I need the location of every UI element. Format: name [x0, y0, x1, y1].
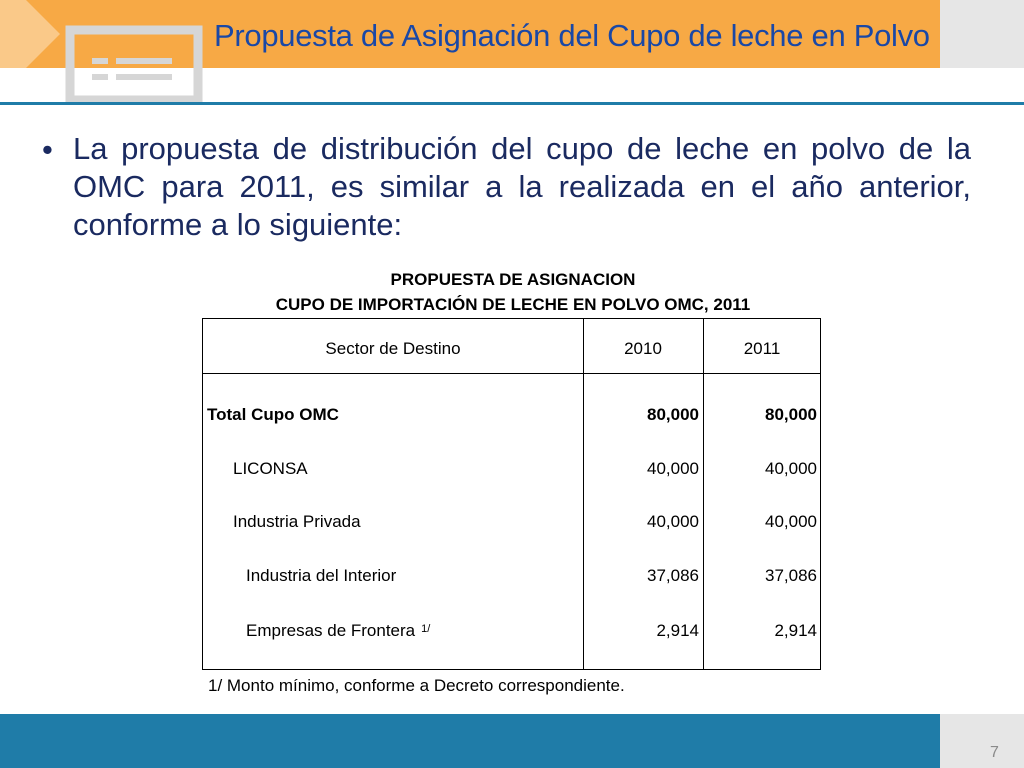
row-label-liconsa: LICONSA: [233, 459, 308, 478]
bullet-icon: •: [42, 132, 53, 167]
column-header-sector: Sector de Destino: [325, 339, 461, 358]
row-value-2010: 80,000: [647, 405, 699, 424]
table-title: PROPUESTA DE ASIGNACION: [390, 270, 636, 289]
table-subtitle: CUPO DE IMPORTACIÓN DE LECHE EN POLVO OMC, 2011: [275, 295, 751, 314]
row-value-2010: 37,086: [647, 566, 699, 585]
row-value-2011: 2,914: [774, 621, 817, 640]
table-footnote: 1/ Monto mínimo, conforme a Decreto correspondiente.: [208, 676, 625, 695]
footer-band: [0, 714, 940, 768]
footnote-marker: 1/: [421, 623, 431, 635]
header-side-panel: [940, 0, 1024, 68]
footer-side-panel: [940, 714, 1024, 768]
column-divider: [583, 319, 584, 669]
row-value-2011: 40,000: [765, 459, 817, 478]
header-divider: [0, 102, 1024, 105]
data-table: [202, 318, 821, 670]
slide-title: Propuesta de Asignación del Cupo de leche en Polvo: [214, 18, 930, 53]
row-value-2011: 37,086: [765, 566, 817, 585]
row-label-empresas-frontera: [246, 621, 430, 643]
page-number: 7: [990, 744, 999, 761]
row-label-total: Total Cupo OMC: [207, 405, 339, 424]
row-value-2010: 40,000: [647, 512, 699, 531]
column-divider: [703, 319, 704, 669]
row-value-2011: 40,000: [765, 512, 817, 531]
column-header-2011: 2011: [743, 339, 781, 358]
row-label-industria-interior: Industria del Interior: [246, 566, 397, 585]
document-icon: [60, 22, 206, 106]
row-label-industria-privada: Industria Privada: [233, 512, 361, 531]
row-label-text: Empresas de Frontera: [246, 621, 416, 640]
header-row-divider: [203, 373, 820, 374]
row-value-2010: 2,914: [656, 621, 699, 640]
bullet-text: La propuesta de distribución del cupo de leche en polvo de la OMC para 2011, es similar a la realizada en el año anterior, conforme a lo siguiente:: [73, 131, 971, 242]
row-value-2010: 40,000: [647, 459, 699, 478]
column-header-2010: 2010: [624, 339, 662, 358]
row-value-2011: 80,000: [765, 405, 817, 424]
